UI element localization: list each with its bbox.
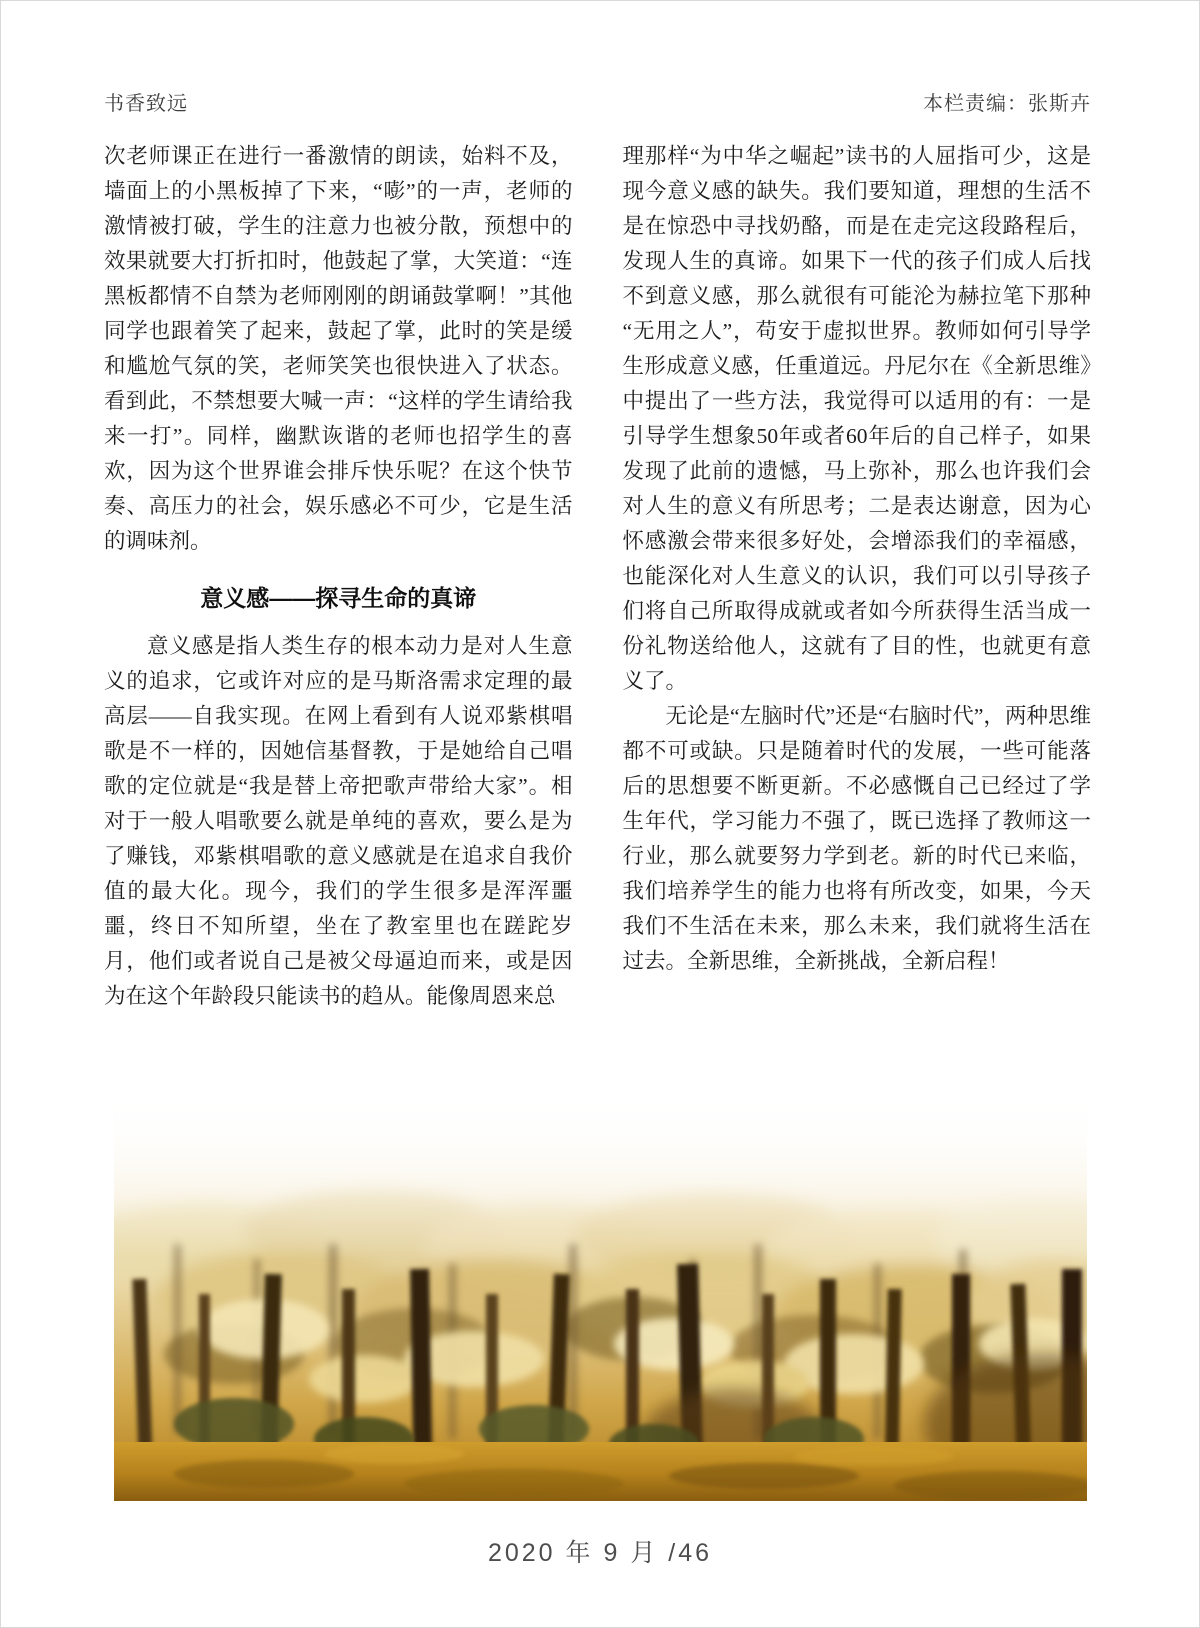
column-title: 书香致远 [104, 93, 188, 115]
paragraph: 次老师课正在进行一番激情的朗读，始料不及，墙面上的小黑板掉了下来，“嘭”的一声，老师的激情被打破，学生的注意力也被分散，预想中的效果就要大打折扣时，他鼓起了掌，大笑道：“连黑板都情不自禁为老师刚刚的朗诵鼓掌啊！”其他同学也跟着笑了起来，鼓起了掌，此时的笑是缓和尴尬气氛的笑，老师笑笑也很快进入了状态。看到此，不禁想要大喊一声：“这样的学生请给我来一打”。同样，幽默诙谐的老师也招学生的喜欢，因为这个世界谁会排斥快乐呢？在这个快节奏、高压力的社会，娱乐感必不可少，它是生活的调味剂。 [104, 144, 573, 553]
page-footer [1, 1533, 1199, 1569]
section-heading: 意义感——探寻生命的真谛 [200, 585, 477, 611]
paragraph: 意义感是指人类生存的根本动力是对人生意义的追求，它或许对应的是马斯洛需求定理的最高层——自我实现。在网上看到有人说邓紫棋唱歌是不一样的，因她信基督教，于是她给自己唱歌的定位就是“我是替上帝把歌声带给大家”。相对于一般人唱歌要么就是单纯的喜欢，要么是为了赚钱，邓紫棋唱歌的意义感就是在追求自我价值的最大化。现今，我们的学生很多是浑浑噩噩，终日不知所望，坐在了教室里也在蹉跎岁月，他们或者说自己是被父母逼迫而来，或是因为在这个年龄段只能读书的趋从。能像周恩来总 [104, 634, 573, 1008]
article-body [104, 139, 1091, 1014]
autumn-forest-photo [114, 1094, 1087, 1501]
editor-credit: 本栏责编：张斯卉 [923, 93, 1091, 115]
left-column [104, 139, 573, 1014]
page-header [104, 87, 1091, 116]
right-column [623, 139, 1092, 1014]
paragraph: 无论是“左脑时代”还是“右脑时代”，两种思维都不可或缺。只是随着时代的发展，一些可能落后的思想要不断更新。不必感慨自己已经过了学生年代，学习能力不强了，既已选择了教师这一行业，那么就要努力学到老。新的时代已来临，我们培养学生的能力也将有所改变，如果，今天我们不生活在未来，那么未来，我们就将生活在过去。全新思维，全新挑战，全新启程！ [622, 704, 1091, 973]
paragraph: 理那样“为中华之崛起”读书的人屈指可少，这是现今意义感的缺失。我们要知道，理想的生活不是在惊恐中寻找奶酪，而是在走完这段路程后，发现人生的真谛。如果下一代的孩子们成人后找不到意义感，那么就很有可能沦为赫拉笔下那种“无用之人”，苟安于虚拟世界。教师如何引导学生形成意义感，任重道远。丹尼尔在《全新思维》中提出了一些方法，我觉得可以适用的有：一是引导学生想象50年或者60年后的自己样子，如果发现了此前的遗憾，马上弥补，那么也许我们会对人生的意义有所思考；二是表达谢意，因为心怀感激会带来很多好处，会增添我们的幸福感，也能深化对人生意义的认识，我们可以引导孩子们将自己所取得成就或者如今所获得生活当成一份礼物送给他人，这就有了目的性，也就更有意义了。 [622, 144, 1091, 693]
date-page-number: 2020 年 9 月 /46 [487, 1539, 713, 1567]
